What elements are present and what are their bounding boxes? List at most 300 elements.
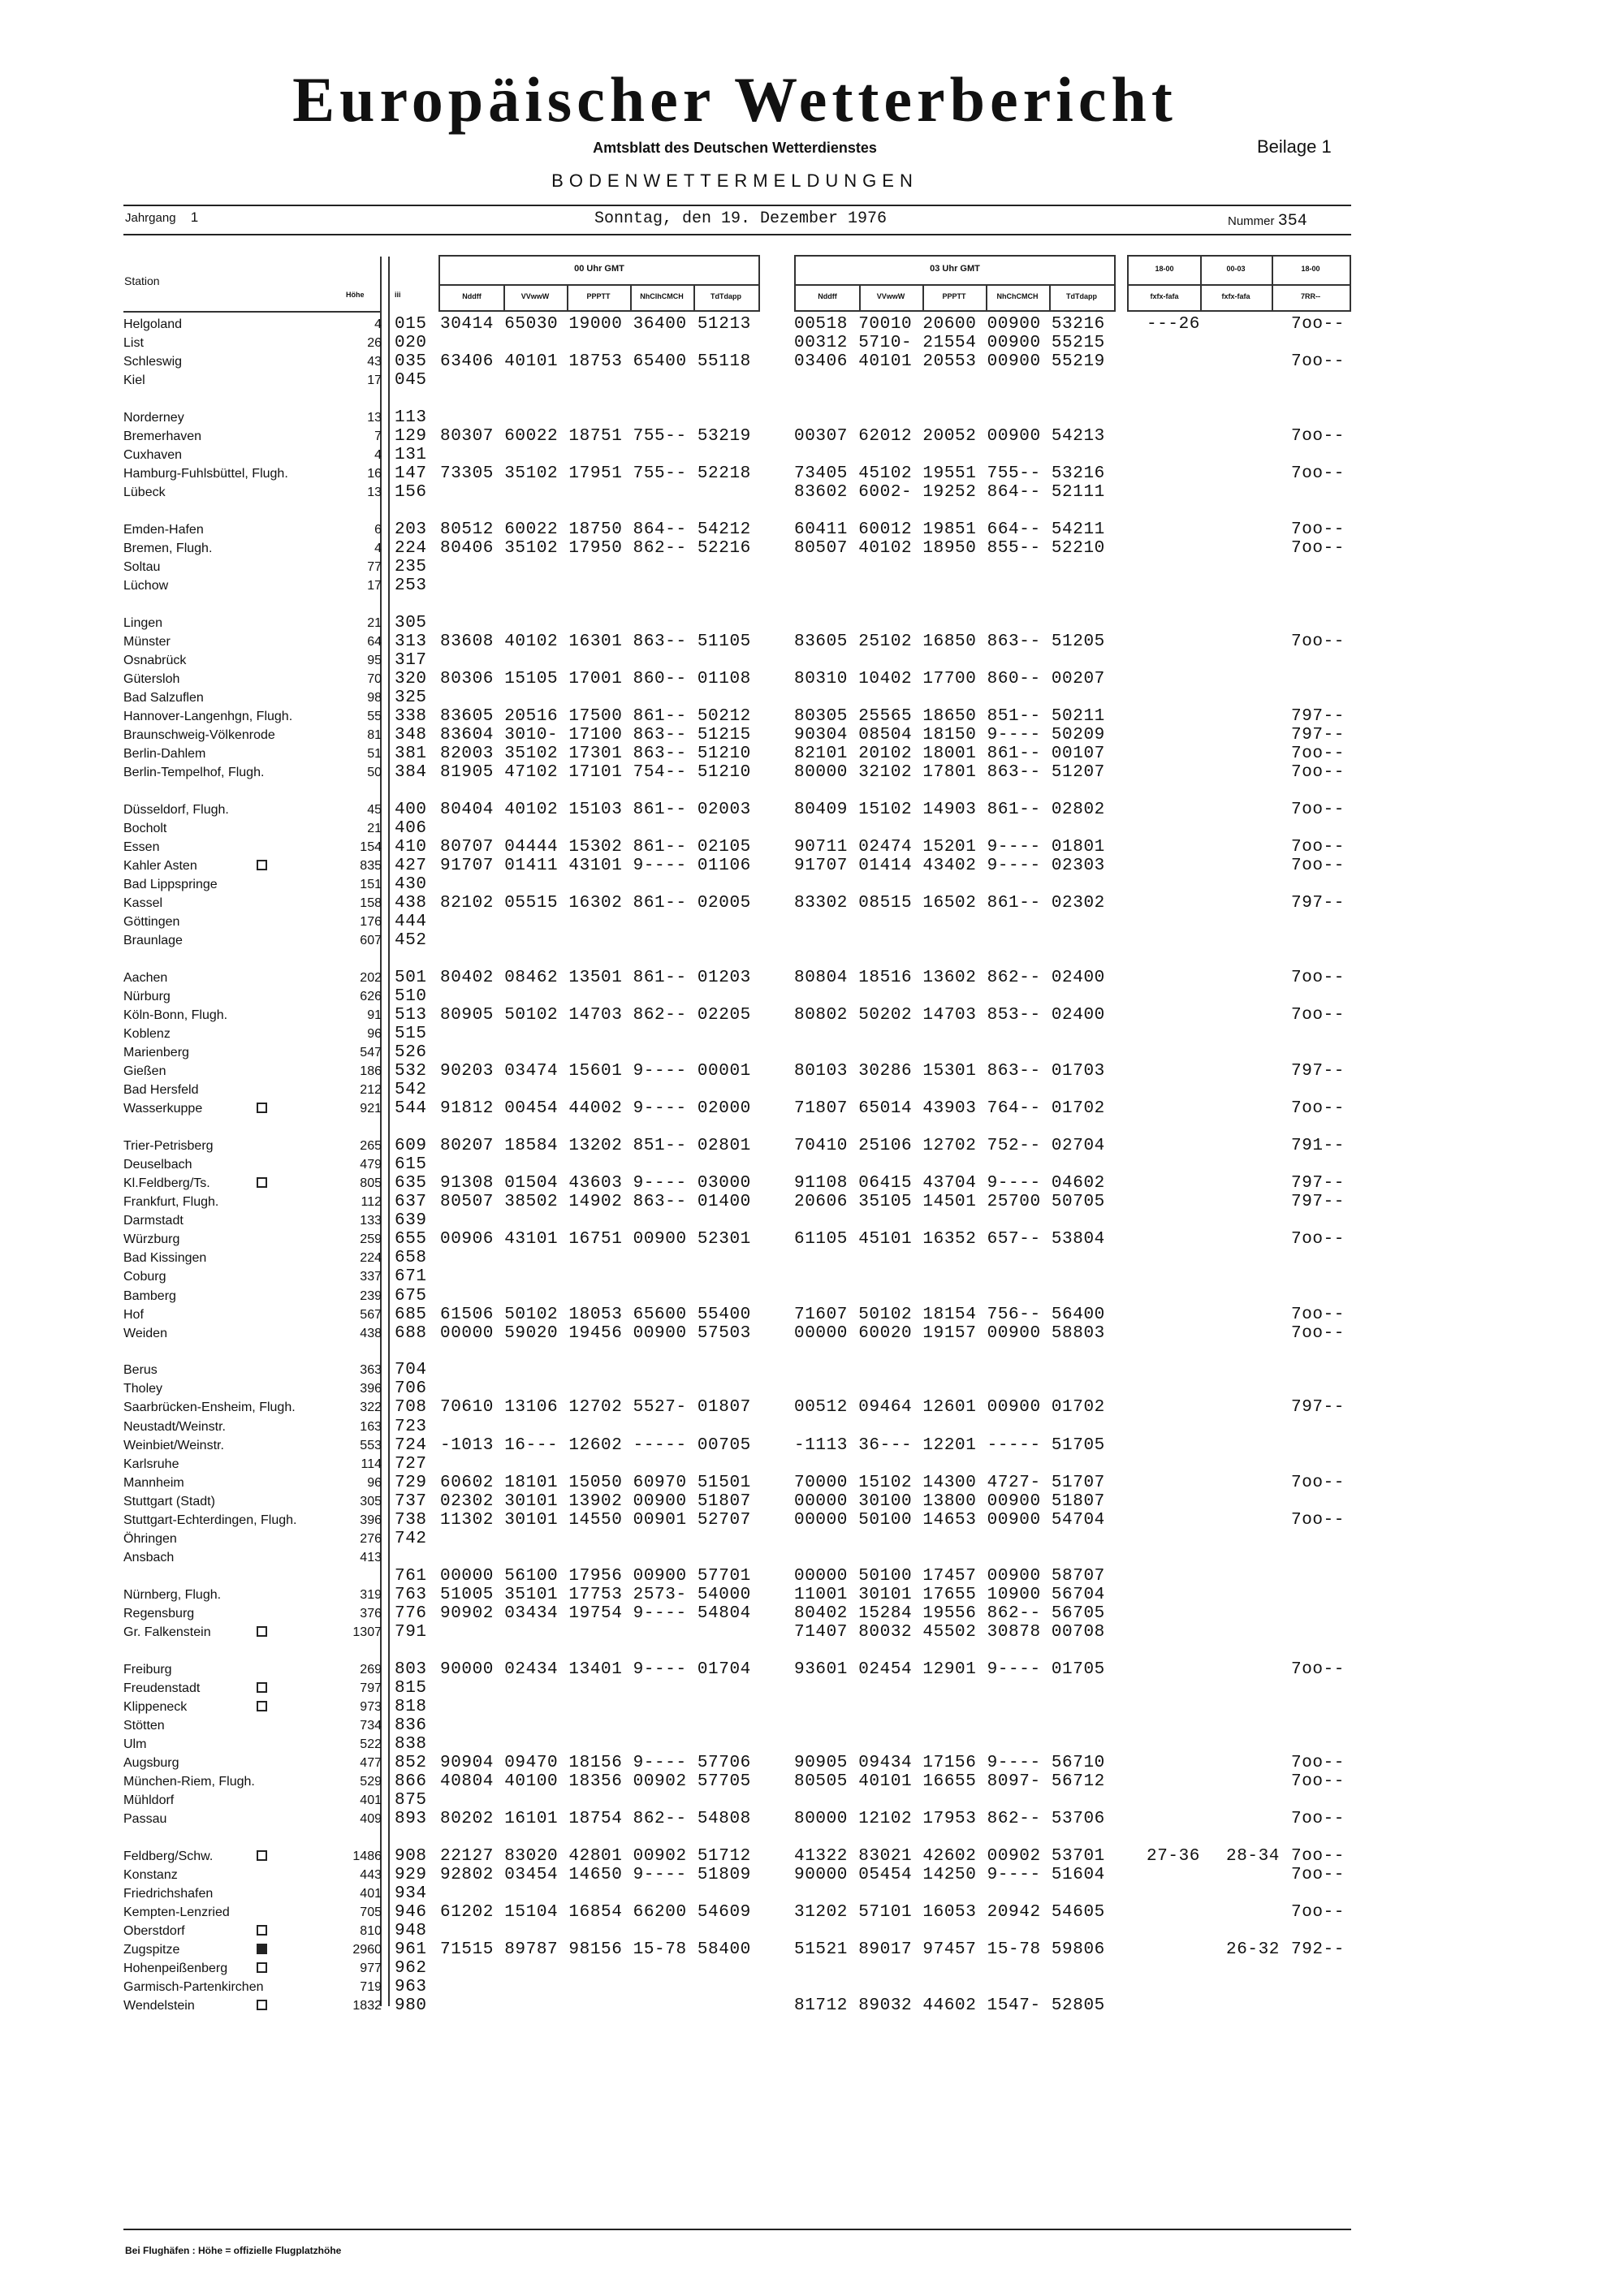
station-name: Mühldorf <box>123 1793 175 1808</box>
station-name: Norderney <box>123 410 184 425</box>
station-height: 443 <box>360 1868 382 1882</box>
station-height: 396 <box>360 1382 382 1396</box>
group03-header <box>794 255 1116 312</box>
group00-title: 00 Uhr GMT <box>574 264 624 274</box>
groups-03-utc: 11001 30101 17655 10900 56704 <box>794 1585 1105 1604</box>
group00-sub: TdTdapp <box>710 292 741 300</box>
subtitle: Amtsblatt des Deutschen Wetterdienstes <box>593 140 877 156</box>
precip-group: 7oo-- <box>1291 538 1345 558</box>
groups-03-utc: 91707 01414 43402 9---- 02303 <box>794 857 1105 875</box>
mountain-station-marker <box>257 1925 267 1936</box>
groups-00-utc: 80307 60022 18751 755-- 53219 <box>440 427 751 446</box>
groups-00-utc: 73305 35102 17951 755-- 52218 <box>440 464 751 483</box>
station-id: 738 <box>395 1510 427 1530</box>
precip-group: 7oo-- <box>1291 1866 1345 1884</box>
station-name: Hof <box>123 1307 144 1322</box>
precip-group: 797-- <box>1291 1193 1345 1212</box>
groups-00-utc: 80406 35102 17950 862-- 52216 <box>440 538 751 558</box>
station-name: Göttingen <box>123 915 180 930</box>
station-name: Würzburg <box>123 1232 180 1247</box>
jahrgang-label: Jahrgang <box>125 211 176 225</box>
groups-03-utc: 90304 08504 18150 9---- 50209 <box>794 726 1105 744</box>
precip-group: 7oo-- <box>1291 1846 1345 1866</box>
station-id: 704 <box>395 1361 427 1380</box>
mountain-station-marker <box>257 1177 267 1188</box>
station-height: 112 <box>361 1195 382 1210</box>
mountain-station-marker <box>257 1944 267 1954</box>
station-id: 929 <box>395 1866 427 1884</box>
station-name: Bremen, Flugh. <box>123 541 213 555</box>
header-rule-bottom <box>123 234 1351 235</box>
groups-00-utc: 90000 02434 13401 9---- 01704 <box>440 1659 751 1679</box>
station-id: 510 <box>395 987 427 1006</box>
station-id: 320 <box>395 669 427 688</box>
station-name: Neustadt/Weinstr. <box>123 1419 226 1434</box>
groups-03-utc: 80802 50202 14703 853-- 02400 <box>794 1006 1105 1025</box>
station-height: 477 <box>360 1756 382 1770</box>
mountain-station-marker <box>257 1850 267 1861</box>
station-height: 401 <box>360 1793 382 1808</box>
precip-group: 7oo-- <box>1291 464 1345 483</box>
station-height: 977 <box>360 1962 382 1976</box>
group03-divider <box>796 284 1114 286</box>
station-height: 319 <box>360 1587 382 1602</box>
station-id: 235 <box>395 557 427 576</box>
station-name: Oberstdorf <box>123 1924 185 1939</box>
station-id: 317 <box>395 650 427 670</box>
station-name: Bad Salzuflen <box>123 690 204 705</box>
station-height: 547 <box>360 1046 382 1060</box>
station-height: 55 <box>367 710 382 723</box>
groups-03-utc: 80103 30286 15301 863-- 01703 <box>794 1062 1105 1081</box>
extra-title: 18-00 <box>1301 265 1320 273</box>
groups-03-utc: 83302 08515 16502 861-- 02302 <box>794 894 1105 913</box>
groups-00-utc: 90203 03474 15601 9---- 00001 <box>440 1062 751 1081</box>
station-name: Soltau <box>123 559 161 574</box>
station-header-rule <box>123 311 380 313</box>
group03-sub: NhChCMCH <box>996 292 1039 300</box>
group00-sub: PPPTT <box>586 292 611 300</box>
jahrgang <box>125 209 198 226</box>
groups-00-utc: 83605 20516 17500 861-- 50212 <box>440 707 751 726</box>
station-height: 553 <box>360 1438 382 1452</box>
station-id: 615 <box>395 1155 427 1175</box>
station-id: 708 <box>395 1398 427 1418</box>
station-name: Kahler Asten <box>123 859 197 873</box>
station-name: Marienberg <box>123 1046 189 1060</box>
station-id: 526 <box>395 1043 427 1063</box>
precip-group: 7oo-- <box>1291 427 1345 446</box>
station-name: Schleswig <box>123 355 183 369</box>
station-height: 6 <box>374 522 382 537</box>
station-name: Bad Hersfeld <box>123 1083 199 1098</box>
station-id: 438 <box>395 894 427 913</box>
precip-group: 7oo-- <box>1291 1659 1345 1679</box>
groups-03-utc: 00000 30100 13800 00900 51807 <box>794 1491 1105 1511</box>
groups-03-utc: 80507 40102 18950 855-- 52210 <box>794 538 1105 558</box>
footer-note: Bei Flughäfen : Höhe = offizielle Flugplatzhöhe <box>125 2245 342 2256</box>
station-height: 17 <box>367 373 382 388</box>
group00-sub: Nddff <box>462 292 482 300</box>
footer-rule <box>123 2229 1351 2230</box>
station-name: Regensburg <box>123 1607 195 1621</box>
station-name: Aachen <box>123 971 168 985</box>
station-height: 396 <box>360 1513 382 1527</box>
station-name: Ansbach <box>123 1550 175 1564</box>
station-name: Nürburg <box>123 990 171 1003</box>
station-id: 325 <box>395 688 427 707</box>
station-id: 962 <box>395 1959 427 1979</box>
station-name: Garmisch-Partenkirchen <box>123 1980 264 1995</box>
station-id: 671 <box>395 1267 427 1287</box>
group00-sub: VVwwW <box>520 292 550 300</box>
station-height: 77 <box>367 559 382 574</box>
station-name: Lüchow <box>123 579 169 593</box>
station-id: 609 <box>395 1137 427 1156</box>
station-height: 114 <box>361 1457 382 1471</box>
gust-18-00: ---26 <box>1147 315 1201 334</box>
nummer-label: Nummer <box>1228 214 1275 228</box>
station-name: Freiburg <box>123 1662 172 1677</box>
station-height: 2960 <box>352 1943 382 1957</box>
precip-group: 7oo-- <box>1291 1772 1345 1792</box>
station-height: 51 <box>367 747 382 762</box>
station-name: List <box>123 336 144 351</box>
station-name: Frankfurt, Flugh. <box>123 1195 219 1210</box>
station-id: 430 <box>395 875 427 895</box>
groups-00-utc: 91812 00454 44002 9---- 02000 <box>440 1099 751 1119</box>
group03-sub: PPPTT <box>942 292 966 300</box>
station-name: Kiel <box>123 373 145 388</box>
gust-18-00: 27-36 <box>1147 1846 1201 1866</box>
station-name: Augsburg <box>123 1756 179 1770</box>
station-name: Mannheim <box>123 1475 184 1490</box>
station-height: 1486 <box>352 1849 382 1863</box>
station-name: Braunlage <box>123 934 183 948</box>
groups-03-utc: 00307 62012 20052 00900 54213 <box>794 427 1105 446</box>
groups-03-utc: 00000 50100 17457 00900 58707 <box>794 1566 1105 1586</box>
groups-03-utc: 71407 80032 45502 30878 00708 <box>794 1623 1105 1642</box>
station-id: 113 <box>395 408 427 427</box>
station-height: 43 <box>367 355 382 369</box>
station-height: 363 <box>360 1363 382 1378</box>
groups-03-utc: 00518 70010 20600 00900 53216 <box>794 315 1105 334</box>
station-name: Weiden <box>123 1326 167 1340</box>
groups-00-utc: 80707 04444 15302 861-- 02105 <box>440 838 751 857</box>
station-name: Ulm <box>123 1737 147 1751</box>
station-name: Hamburg-Fuhlsbüttel, Flugh. <box>123 467 288 481</box>
station-id: 761 <box>395 1566 427 1586</box>
precip-group: 7oo-- <box>1291 1006 1345 1025</box>
station-name: Deuselbach <box>123 1158 192 1172</box>
group03-sub: TdTdapp <box>1066 292 1097 300</box>
precip-group: 797-- <box>1291 1174 1345 1193</box>
station-height: 797 <box>360 1681 382 1695</box>
station-height: 70 <box>367 671 382 686</box>
hoehe-header: Höhe <box>346 291 365 299</box>
station-height: 13 <box>367 410 382 425</box>
station-height: 438 <box>360 1326 382 1340</box>
station-height: 413 <box>360 1550 382 1564</box>
precip-group: 7oo-- <box>1291 1323 1345 1343</box>
station-name: Lingen <box>123 615 163 630</box>
station-height: 21 <box>367 821 382 835</box>
groups-00-utc: 00000 59020 19456 00900 57503 <box>440 1323 751 1343</box>
station-height: 17 <box>367 579 382 593</box>
groups-00-utc: 02302 30101 13902 00900 51807 <box>440 1491 751 1511</box>
groups-03-utc: 61105 45101 16352 657-- 53804 <box>794 1230 1105 1249</box>
groups-00-utc: 70610 13106 12702 5527- 01807 <box>440 1398 751 1418</box>
groups-00-utc: 61506 50102 18053 65600 55400 <box>440 1305 751 1324</box>
precip-group: 7oo-- <box>1291 1230 1345 1249</box>
groups-00-utc: 80905 50102 14703 862-- 02205 <box>440 1006 751 1025</box>
groups-03-utc: 70410 25106 12702 752-- 02704 <box>794 1137 1105 1156</box>
station-name: Zugspitze <box>123 1943 180 1957</box>
precip-group: 7oo-- <box>1291 744 1345 764</box>
station-id: 763 <box>395 1585 427 1604</box>
station-height: 133 <box>360 1214 382 1228</box>
station-id: 836 <box>395 1716 427 1735</box>
groups-00-utc: 81905 47102 17101 754-- 51210 <box>440 763 751 783</box>
station-name: Wendelstein <box>123 1999 195 2013</box>
station-name: Gr. Falkenstein <box>123 1625 211 1639</box>
mountain-station-marker <box>257 860 267 870</box>
precip-group: 7oo-- <box>1291 838 1345 857</box>
station-id: 961 <box>395 1940 427 1960</box>
extra-sub: 7RR-- <box>1301 292 1320 300</box>
station-id: 129 <box>395 427 427 446</box>
groups-03-utc: 71807 65014 43903 764-- 01702 <box>794 1099 1105 1119</box>
station-height: 21 <box>367 615 382 630</box>
station-id: 348 <box>395 726 427 744</box>
station-id: 544 <box>395 1099 427 1119</box>
groups-00-utc: 91308 01504 43603 9---- 03000 <box>440 1174 751 1193</box>
station-height: 202 <box>360 971 382 985</box>
group00-divider <box>440 284 758 286</box>
station-height: 224 <box>360 1251 382 1266</box>
station-name: Stötten <box>123 1718 165 1733</box>
station-height: 16 <box>367 467 382 481</box>
station-name: Berlin-Dahlem <box>123 747 206 762</box>
groups-03-utc: 80409 15102 14903 861-- 02802 <box>794 800 1105 819</box>
station-name: Weinbiet/Weinstr. <box>123 1438 224 1452</box>
station-id: 948 <box>395 1922 427 1941</box>
station-id: 035 <box>395 352 427 372</box>
groups-00-utc: 60602 18101 15050 60970 51501 <box>440 1473 751 1492</box>
station-name: Braunschweig-Völkenrode <box>123 728 275 742</box>
station-height: 719 <box>360 1980 382 1995</box>
groups-03-utc: 93601 02454 12901 9---- 01705 <box>794 1659 1105 1679</box>
precip-group: 7oo-- <box>1291 763 1345 783</box>
station-id: 313 <box>395 632 427 651</box>
station-name: Bad Lippspringe <box>123 878 218 892</box>
station-id: 818 <box>395 1697 427 1716</box>
station-id: 532 <box>395 1062 427 1081</box>
groups-00-utc: 40804 40100 18356 00902 57705 <box>440 1772 751 1792</box>
station-name: Friedrichshafen <box>123 1887 214 1901</box>
groups-00-utc: 90902 03434 19754 9---- 54804 <box>440 1604 751 1623</box>
station-height: 81 <box>367 728 382 742</box>
groups-03-utc: 80310 10402 17700 860-- 00207 <box>794 669 1105 688</box>
groups-00-utc: 00000 56100 17956 00900 57701 <box>440 1566 751 1586</box>
station-id: 742 <box>395 1529 427 1548</box>
station-id: 410 <box>395 838 427 857</box>
extra-divider <box>1129 284 1350 286</box>
groups-00-utc: 11302 30101 14550 00901 52707 <box>440 1510 751 1530</box>
groups-03-utc: 80402 15284 19556 862-- 56705 <box>794 1604 1105 1623</box>
station-id: 875 <box>395 1791 427 1810</box>
station-name: Karlsruhe <box>123 1457 179 1471</box>
station-height: 91 <box>367 1008 382 1023</box>
station-height: 176 <box>360 915 382 930</box>
station-id: 852 <box>395 1754 427 1772</box>
station-name: Kempten-Lenzried <box>123 1905 230 1920</box>
station-name: Berlin-Tempelhof, Flugh. <box>123 766 265 780</box>
station-name: Münster <box>123 634 171 649</box>
station-name: Lübeck <box>123 486 166 500</box>
groups-00-utc: 80404 40102 15103 861-- 02003 <box>440 800 751 819</box>
page-title: Europäischer Wetterbericht <box>292 64 1177 135</box>
groups-03-utc: 90000 05454 14250 9---- 51604 <box>794 1866 1105 1884</box>
precip-group: 7oo-- <box>1291 1510 1345 1530</box>
station-name: Wasserkuppe <box>123 1102 203 1116</box>
station-height: 212 <box>360 1083 382 1098</box>
station-name: Essen <box>123 840 160 854</box>
station-name: Nürnberg, Flugh. <box>123 1587 222 1602</box>
mountain-station-marker <box>257 1103 267 1113</box>
station-header: Station <box>124 274 160 287</box>
groups-00-utc: 80507 38502 14902 863-- 01400 <box>440 1193 751 1212</box>
header-rule-top <box>123 205 1351 206</box>
extra-sub: fxfx-fafa <box>1221 292 1250 300</box>
gust-00-03: 28-34 <box>1226 1846 1281 1866</box>
mountain-station-marker <box>257 1962 267 1973</box>
station-id: 203 <box>395 520 427 539</box>
groups-00-utc: 22127 83020 42801 00902 51712 <box>440 1846 751 1866</box>
station-name: Koblenz <box>123 1027 171 1042</box>
groups-00-utc: 92802 03454 14650 9---- 51809 <box>440 1866 751 1884</box>
station-height: 269 <box>360 1662 382 1677</box>
groups-00-utc: 71515 89787 98156 15-78 58400 <box>440 1940 751 1960</box>
station-name: Darmstadt <box>123 1214 184 1228</box>
precip-group: 797-- <box>1291 894 1345 913</box>
station-name: Coburg <box>123 1270 166 1284</box>
jahrgang-value: 1 <box>190 209 199 225</box>
station-height: 265 <box>360 1139 382 1154</box>
groups-00-utc: 61202 15104 16854 66200 54609 <box>440 1903 751 1923</box>
station-name: Berus <box>123 1363 158 1378</box>
groups-00-utc: 00906 43101 16751 00900 52301 <box>440 1230 751 1249</box>
station-height: 1307 <box>352 1625 382 1639</box>
station-height: 64 <box>367 634 382 649</box>
groups-00-utc: 90904 09470 18156 9---- 57706 <box>440 1754 751 1772</box>
station-id: 908 <box>395 1846 427 1866</box>
station-height: 95 <box>367 653 382 667</box>
station-name: Kassel <box>123 896 163 911</box>
station-id: 015 <box>395 315 427 334</box>
groups-03-utc: 90711 02474 15201 9---- 01801 <box>794 838 1105 857</box>
station-height: 96 <box>367 1475 382 1490</box>
station-name: Klippeneck <box>123 1699 188 1714</box>
groups-00-utc: 80207 18584 13202 851-- 02801 <box>440 1137 751 1156</box>
groups-03-utc: 00512 09464 12601 00900 01702 <box>794 1398 1105 1418</box>
station-name: München-Riem, Flugh. <box>123 1775 255 1789</box>
station-id: 655 <box>395 1230 427 1249</box>
station-height: 522 <box>360 1737 382 1751</box>
mountain-station-marker <box>257 1626 267 1637</box>
station-name: Saarbrücken-Ensheim, Flugh. <box>123 1400 296 1415</box>
station-height: 705 <box>360 1905 382 1920</box>
station-id: 452 <box>395 931 427 951</box>
groups-03-utc: 82101 20102 18001 861-- 00107 <box>794 744 1105 764</box>
beilage-label: Beilage 1 <box>1257 136 1332 157</box>
station-height: 50 <box>367 766 382 780</box>
extra-title: 00-03 <box>1226 265 1246 273</box>
station-id: 893 <box>395 1810 427 1829</box>
station-name: Öhringen <box>123 1531 177 1546</box>
station-height: 13 <box>367 486 382 500</box>
station-id: 020 <box>395 334 427 353</box>
station-height: 810 <box>360 1924 382 1939</box>
groups-03-utc: -1113 36--- 12201 ----- 51705 <box>794 1435 1105 1455</box>
groups-00-utc: 82003 35102 17301 863-- 51210 <box>440 744 751 764</box>
station-height: 4 <box>374 541 382 555</box>
station-height: 921 <box>360 1102 382 1116</box>
nummer <box>1228 212 1307 231</box>
station-height: 45 <box>367 802 382 817</box>
station-id: 815 <box>395 1678 427 1698</box>
groups-03-utc: 03406 40101 20553 00900 55219 <box>794 352 1105 372</box>
station-name: Helgoland <box>123 317 183 331</box>
station-height: 409 <box>360 1812 382 1827</box>
station-name: Stuttgart (Stadt) <box>123 1494 215 1508</box>
station-height: 626 <box>360 990 382 1003</box>
precip-group: 7oo-- <box>1291 969 1345 987</box>
station-name: Düsseldorf, Flugh. <box>123 802 229 817</box>
station-name: Bad Kissingen <box>123 1251 207 1266</box>
nummer-value: 354 <box>1277 212 1307 231</box>
station-height: 154 <box>360 840 382 854</box>
gust-00-03: 26-32 <box>1226 1940 1281 1960</box>
station-id: 513 <box>395 1006 427 1025</box>
groups-00-utc: 80512 60022 18750 864-- 54212 <box>440 520 751 539</box>
precip-group: 7oo-- <box>1291 1754 1345 1772</box>
groups-00-utc: 91707 01411 43101 9---- 01106 <box>440 857 751 875</box>
station-height: 805 <box>360 1176 382 1191</box>
groups-00-utc: -1013 16--- 12602 ----- 00705 <box>440 1435 751 1455</box>
groups-00-utc: 80202 16101 18754 862-- 54808 <box>440 1810 751 1829</box>
station-height: 186 <box>360 1064 382 1079</box>
groups-03-utc: 60411 60012 19851 664-- 54211 <box>794 520 1105 539</box>
station-id: 838 <box>395 1735 427 1754</box>
groups-00-utc: 83604 3010- 17100 863-- 51215 <box>440 726 751 744</box>
mountain-station-marker <box>257 1701 267 1711</box>
station-name: Passau <box>123 1812 167 1827</box>
station-id: 685 <box>395 1305 427 1324</box>
station-id: 635 <box>395 1174 427 1193</box>
station-id: 637 <box>395 1193 427 1212</box>
precip-group: 797-- <box>1291 1398 1345 1418</box>
station-name: Stuttgart-Echterdingen, Flugh. <box>123 1513 297 1527</box>
extra-sub: fxfx-fafa <box>1150 292 1179 300</box>
station-name: Trier-Petrisberg <box>123 1139 214 1154</box>
groups-03-utc: 80000 12102 17953 862-- 53706 <box>794 1810 1105 1829</box>
precip-group: 7oo-- <box>1291 1810 1345 1829</box>
mountain-station-marker <box>257 2000 267 2010</box>
precip-group: 797-- <box>1291 726 1345 744</box>
group00-sub: NhClhCMCH <box>640 292 684 300</box>
station-id: 727 <box>395 1454 427 1474</box>
